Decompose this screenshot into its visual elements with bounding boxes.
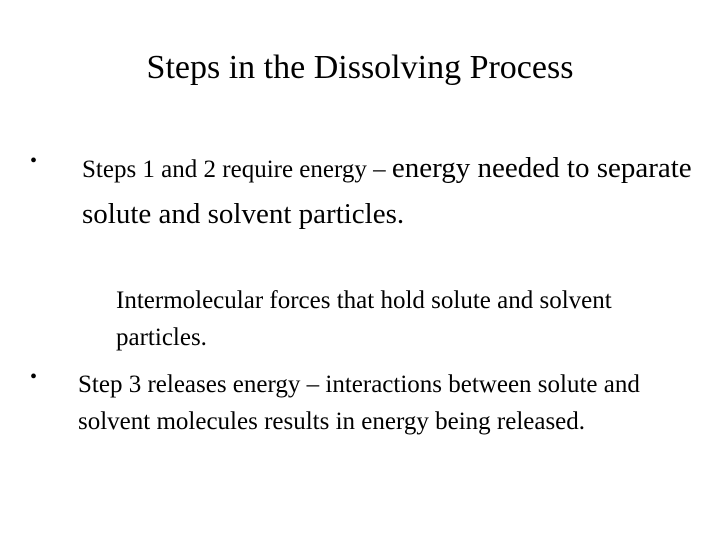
bullet-1-main: energy needed to separate solute and solvent particles. [82, 152, 692, 230]
bullet-marker: • [30, 150, 38, 172]
bullet-marker: • [30, 366, 38, 388]
slide-title: Steps in the Dissolving Process [146, 49, 574, 86]
bullet-1-text [82, 146, 702, 237]
bullet-2-text: Step 3 releases energy – interactions between solute and solvent molecules results in energy being released. [78, 371, 640, 435]
bullet-1-lead: Steps 1 and 2 require energy – [82, 156, 392, 183]
sub-point-text: Intermolecular forces that hold solute and solvent particles. [116, 287, 612, 351]
